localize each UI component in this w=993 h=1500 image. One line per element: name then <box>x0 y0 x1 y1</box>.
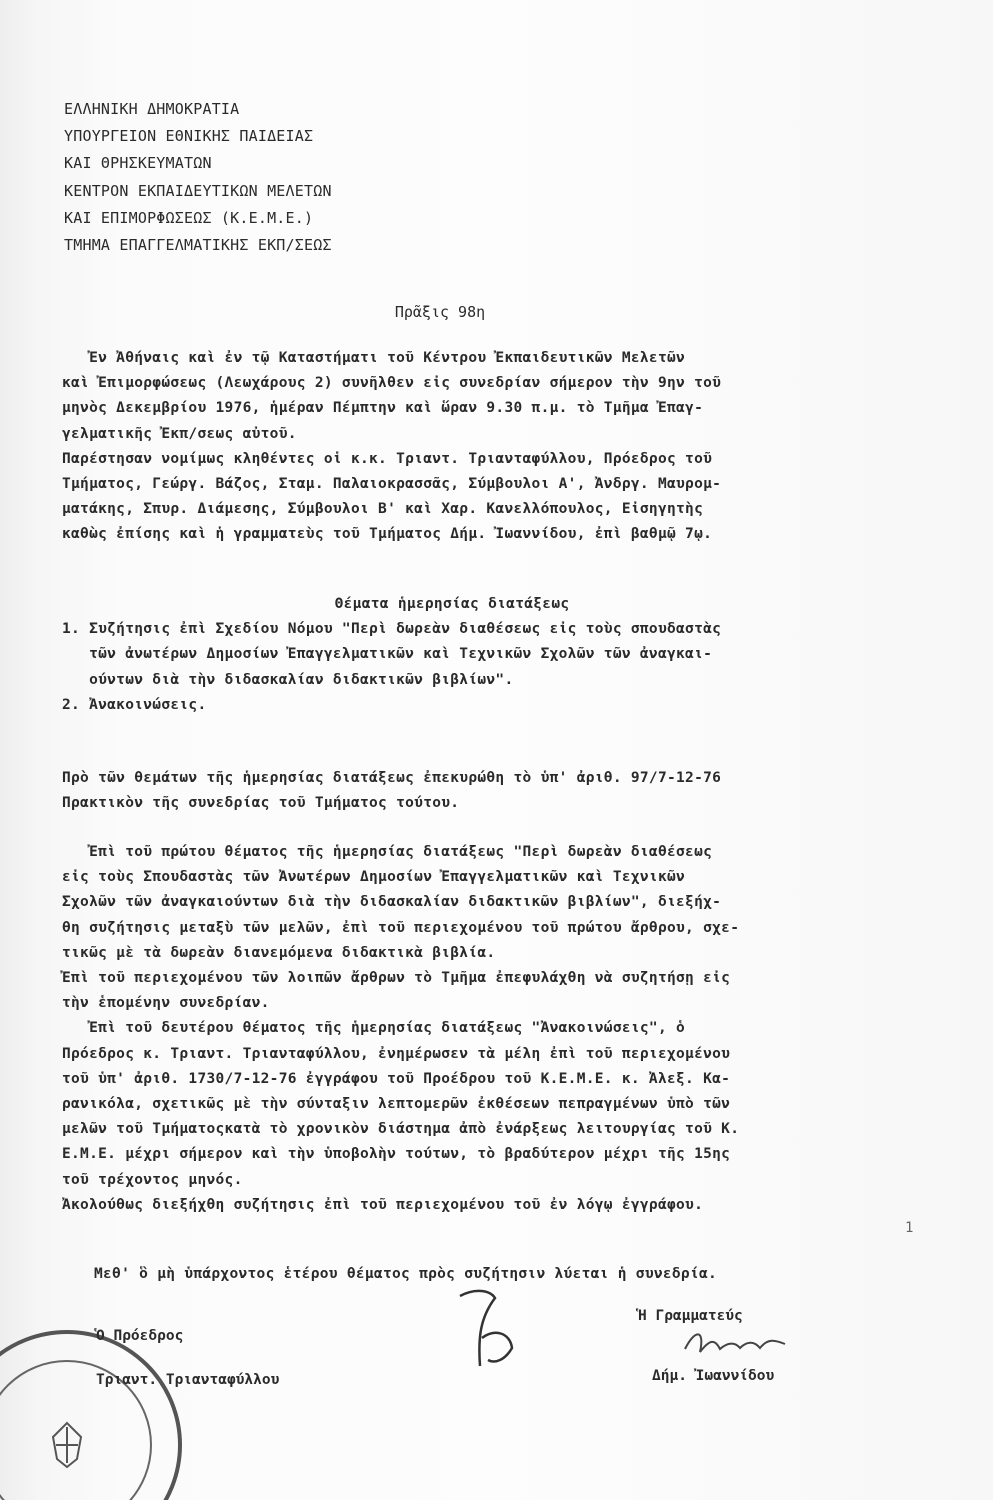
agenda-item: 1. Συζήτησις ἐπὶ Σχεδίου Νόμου "Περὶ δωρεὰν διαθέσεως εἰς τοὺς σπουδαστὰς <box>62 621 722 638</box>
text-line: καὶ Ἐπιμορφώσεως (Λεωχάρους 2) συνῆλθεν εἰς συνεδρίαν σήμερον τὴν 9ην τοῦ <box>62 375 722 392</box>
letterhead-line: ΤΜΗΜΑ ΕΠΑΓΓΕΛΜΑΤΙΚΗΣ ΕΚΠ/ΣΕΩΣ <box>64 236 332 255</box>
letterhead-line: ΚΑΙ ΘΡΗΣΚΕΥΜΑΤΩΝ <box>64 154 212 173</box>
text-line: ρανικόλα, σχετικῶς μὲ τὴν σύνταξιν λεπτομερῶν ἐκθέσεων πεπραγμένων ὑπὸ τῶν <box>62 1096 731 1113</box>
text-line: εἰς τοὺς Σπουδαστὰς τῶν Ἀνωτέρων Δημοσίων Ἐπαγγελματικῶν καὶ Τεχνικῶν <box>62 869 686 886</box>
secretary-name: Δήμ. Ἰωαννίδου <box>652 1368 775 1384</box>
text-line: Ἐπὶ τοῦ περιεχομένου τῶν λοιπῶν ἄρθρων τὸ Τμῆμα ἐπεφυλάχθη νὰ συζητήσῃ εἰς <box>62 970 731 987</box>
agenda <box>62 592 902 718</box>
text-line: Πρακτικὸν τῆς συνεδρίας τοῦ Τμήματος τούτου. <box>62 795 460 812</box>
seal-emblem-icon <box>0 1330 182 1500</box>
margin-mark: 1 <box>905 1220 914 1236</box>
act-title: Πρᾶξις 98η <box>394 303 486 321</box>
letterhead <box>64 96 332 259</box>
agenda-item: 2. Ἀνακοινώσεις. <box>62 696 207 713</box>
official-seal <box>0 1330 182 1500</box>
text-line: Πρόεδρος κ. Τριαντ. Τριανταφύλλου, ἐνημέρωσεν τὰ μέλη ἐπὶ τοῦ περιεχομένου <box>62 1045 731 1062</box>
text-line: μελῶν τοῦ Τμήματοςκατὰ τὸ χρονικὸν διάστημα ἀπὸ ἐνάρξεως λειτουργίας τοῦ Κ. <box>62 1121 740 1138</box>
closing-line: Μεθ' ὃ μὴ ὑπάρχοντος ἑτέρου θέματος πρὸς συζήτησιν λύεται ἡ συνεδρία. <box>94 1266 718 1282</box>
handwritten-signature-icon <box>450 1278 540 1388</box>
letterhead-line: ΚΕΝΤΡΟΝ ΕΚΠΑΙΔΕΥΤΙΚΩΝ ΜΕΛΕΤΩΝ <box>64 181 332 200</box>
secretary-signature-icon <box>680 1324 790 1364</box>
text-line: Ε.Μ.Ε. μέχρι σήμερον καὶ τὴν ὑποβολὴν τούτων, τὸ βραδύτερον μέχρι τῆς 15ης <box>62 1146 731 1163</box>
text-line: Ἐν Ἀθήναις καὶ ἐν τῷ Καταστήματι τοῦ Κέντρου Ἐκπαιδευτικῶν Μελετῶν <box>62 350 686 366</box>
text-line: τικῶς μὲ τὰ δωρεὰν διανεμόμενα διδακτικὰ βιβλία. <box>62 944 496 961</box>
text-line: Πρὸ τῶν θεμάτων τῆς ἡμερησίας διατάξεως ἐπεκυρώθη τὸ ὑπ' ἀριθ. 97/7-12-76 <box>62 770 722 786</box>
text-line: Τμήματος, Γεώργ. Βάζος, Σταμ. Παλαιοκρασσᾶς, Σύμβουλοι Α', Ἀνδργ. Μαυρομ- <box>62 476 722 493</box>
agenda-item: τῶν ἀνωτέρων Δημοσίων Ἐπαγγελματικῶν καὶ Τεχνικῶν Σχολῶν τῶν ἀναγκαι- <box>62 646 713 663</box>
text-line: Παρέστησαν νομίμως κληθέντες οἱ κ.κ. Τριαντ. Τριανταφύλλου, Πρόεδρος τοῦ <box>62 450 713 467</box>
discussion-paragraph <box>62 840 902 1218</box>
agenda-heading: Θέματα ἡμερησίας διατάξεως <box>334 596 570 612</box>
text-line: τὴν ἑπομένην συνεδρίαν. <box>62 995 270 1012</box>
text-line: μηνὸς Δεκεμβρίου 1976, ἡμέραν Πέμπτην καὶ ὥραν 9.30 π.μ. τὸ Τμῆμα Ἐπαγ- <box>62 400 704 417</box>
text-line: Σχολῶν τῶν ἀναγκαιούντων διὰ τὴν διδασκαλίαν διδακτικῶν βιβλίων", διεξήχ- <box>62 894 722 911</box>
president-name: Τριαντ. Τριανταφύλλου <box>96 1372 280 1388</box>
text-line: καθὼς ἐπίσης καὶ ἡ γραμματεὺς τοῦ Τμήματος Δήμ. Ἰωαννίδου, ἐπὶ βαθμῷ 7ῳ. <box>62 526 713 543</box>
text-line: τοῦ τρέχοντος μηνός. <box>62 1171 243 1188</box>
letterhead-line: ΥΠΟΥΡΓΕΙΟΝ ΕΘΝΙΚΗΣ ΠΑΙΔΕΙΑΣ <box>64 127 314 146</box>
text-line: Ἐπὶ τοῦ πρώτου θέματος τῆς ἡμερησίας διατάξεως "Περὶ δωρεὰν διαθέσεως <box>62 844 713 860</box>
text-line: θη συζήτησις μεταξὺ τῶν μελῶν, ἐπὶ τοῦ περιεχομένου τοῦ πρώτου ἄρθρου, σχε- <box>62 919 740 936</box>
text-line: γελματικῆς Ἐκπ/σεως αὐτοῦ. <box>62 425 297 442</box>
text-line: Ἀκολούθως διεξήχθη συζήτησις ἐπὶ τοῦ περιεχομένου τοῦ ἐν λόγῳ ἐγγράφου. <box>62 1196 704 1213</box>
president-title: Ὁ Πρόεδρος <box>96 1328 184 1344</box>
agenda-item: ούντων διὰ τὴν διδασκαλίαν διδακτικῶν βιβλίων". <box>62 671 514 688</box>
text-line: ματάκης, Σπυρ. Διάμεσης, Σύμβουλοι Β' καὶ Χαρ. Κανελλόπουλος, Εἰσηγητὴς <box>62 501 704 518</box>
secretary-title: Ἡ Γραμματεύς <box>638 1308 743 1324</box>
ratification-paragraph <box>62 766 902 816</box>
text-line: Ἐπὶ τοῦ δευτέρου θέματος τῆς ἡμερησίας διατάξεως "Ἀνακοινώσεις", ὁ <box>62 1020 686 1037</box>
text-line: τοῦ ὑπ' ἀριθ. 1730/7-12-76 ἐγγράφου τοῦ Προέδρου τοῦ Κ.Ε.Μ.Ε. κ. Ἀλεξ. Κα- <box>62 1070 731 1087</box>
letterhead-line: ΚΑΙ ΕΠΙΜΟΡΦΩΣΕΩΣ (Κ.Ε.Μ.Ε.) <box>64 208 314 227</box>
intro-paragraph <box>62 346 902 548</box>
letterhead-line: ΕΛΛΗΝΙΚΗ ΔΗΜΟΚΡΑΤΙΑ <box>64 100 240 118</box>
